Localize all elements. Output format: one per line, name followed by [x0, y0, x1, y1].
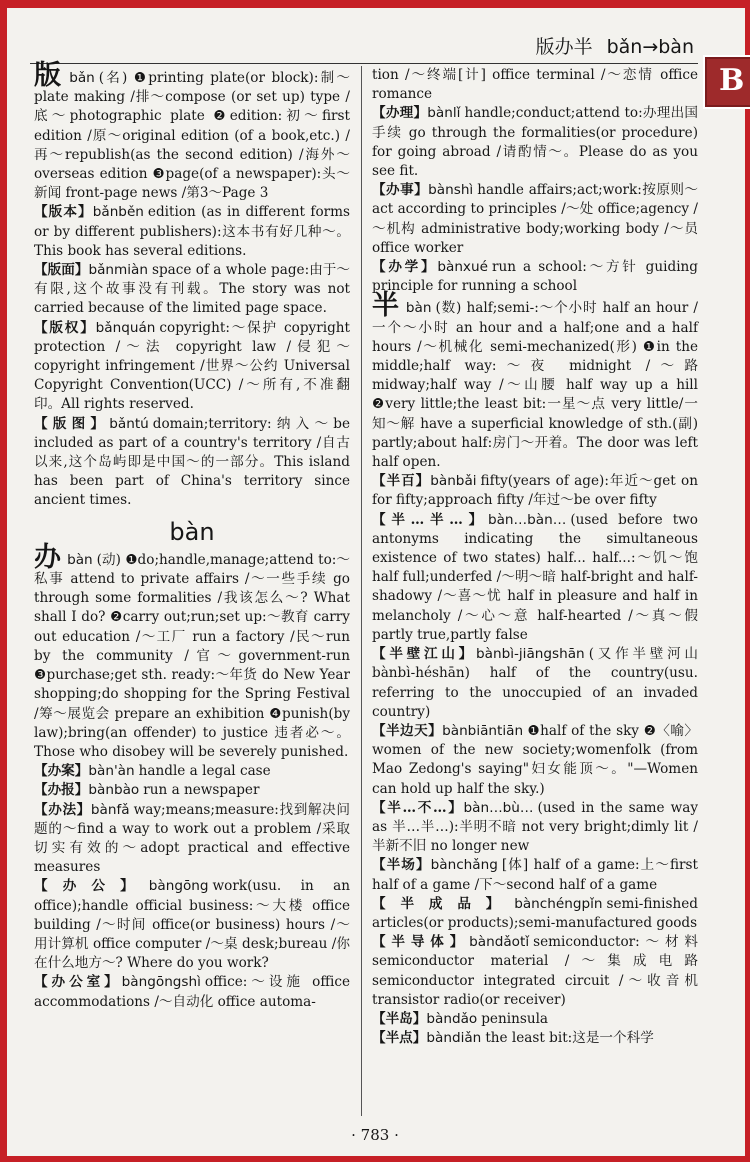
entry-definition: [体] half of a game:上～first half of a game /下～second half of a game [372, 857, 698, 893]
entry-pinyin: bànfǎ [90, 801, 130, 818]
entry-definition: office:～设施 office accommodations /～自动化 office automa- [34, 974, 350, 1010]
compound-word: 【半…不…】 [372, 799, 464, 816]
entry-definition: run a school:～方针 guiding principle for running a school [372, 259, 698, 295]
compound-word: 【版权】 [34, 319, 96, 336]
entry-definition: handle a legal case [138, 763, 271, 780]
entry-pinyin: bàndiǎn [426, 1030, 482, 1047]
compound-entry [372, 104, 698, 181]
compound-word: 【办理】 [372, 105, 428, 122]
page-frame-right [745, 0, 750, 1162]
entry-definition: (used before two antonyms indicating the simultaneous existence of two states) half... half...:～饥～饱 half full;underfed /～明～暗 half-bright and half-shadowy /～喜～忧 half in pleasure and half in melancholy /～心～意 half-hearted /～真～假 partly true,partly false [372, 511, 698, 643]
entry-definition: (名) ❶printing plate(or block):制～plate making /排～compose (or set up) type /底～photographic plate ❷edition:初～first edition /原～original edition (of a book,etc.) /再～republish(as the second edition) /海外～overseas edition ❸page(of a newspaper):头～新闻 front-page news /第3～Page 3 [34, 70, 350, 202]
entry-definition: (used in the same way as 半…半…):半明不暗 not very bright;dimly lit /半新不旧 no longer new [372, 799, 699, 855]
entry-definition: (动) ❶do;handle,manage;attend to:～私事 attend to private affairs /～一些手续 go through some formalities /我该怎么～? What shall I do? ❷carry out;run;set up:～教育 carry out education /～工厂 run a factory /民～run by the community /官～government-run ❸purchase;get sth. ready:～年货 do New Year shopping;do shopping for the Spring Festival /筹～展览会 prepare an exhibition ❹punish(by law);bring(an offender) to justice 违者必～。Those who disobey will be severely punished. [34, 551, 351, 760]
compound-word: 【半场】 [372, 857, 431, 874]
entry-pinyin: bǎnmiàn [88, 262, 148, 279]
compound-entry [34, 801, 350, 878]
page-frame-bottom [0, 1156, 750, 1162]
entry-definition: work(usu. in an office);handle official business:～大楼 office building /～时间 office(or business) hours /～用计算机 office computer /～桌 desk;bureau /你在什么地方～? Where do you work? [34, 878, 350, 972]
compound-entry [34, 261, 350, 319]
entry-pinyin: bǎnběn [92, 204, 144, 221]
entry-definition: (又作半壁河山 bànbì-héshān) half of the country(usu. referring to the unoccupied of an invaded country) [372, 646, 698, 720]
compound-word: 【半…半…】 [372, 511, 488, 528]
running-head-chinese: 版办半 [535, 36, 593, 58]
entry-pinyin: bàn…bàn… [487, 511, 567, 528]
entry-definition: run a newspaper [143, 782, 260, 799]
entry-definition: copyright:～保护 copyright protection /～法 copyright law /侵犯～copyright infringement /世界～公约 Universal Copyright Convention(UCC) /～所有,不准翻印。All rights reserved. [34, 319, 351, 413]
entry-pinyin: bànbǎi [430, 473, 477, 490]
compound-word: 【办公】 [34, 878, 149, 895]
header-rule [30, 63, 698, 64]
compound-entry [372, 895, 698, 933]
compound-word: 【版面】 [34, 262, 89, 279]
compound-entry [34, 973, 350, 1011]
compound-word: 【版图】 [34, 415, 110, 432]
section-heading: bàn [169, 517, 215, 546]
compound-entry [372, 472, 698, 510]
entry-definition: semiconductor:～材料 semiconductor material /～集成电路 semiconductor integrated circuit /～收音机 transistor radio(or receiver) [372, 934, 698, 1008]
compound-word: 【半边天】 [372, 722, 443, 739]
entry-pinyin: bàndǎo [426, 1010, 478, 1027]
compound-entry [372, 799, 698, 857]
compound-entry [372, 645, 698, 722]
entry-definition: peninsula [481, 1010, 549, 1027]
compound-word: 【半百】 [372, 473, 431, 490]
left-column [34, 60, 351, 1012]
entry-definition: space of a whole page:由于～有限,这个故事没有刊载。The story was not carried because of the limited page space. [34, 262, 350, 317]
compound-entry [372, 181, 698, 258]
entry-definition: ❶half of the sky ❷〈喻〉women of the new society;womenfolk (from Mao Zedong's saying"妇女能顶～。"—Women can hold up half the sky.) [372, 722, 698, 797]
entry-pinyin: bànlǐ [427, 105, 461, 122]
compound-word: 【办学】 [372, 259, 438, 276]
headword-entry [34, 541, 351, 762]
compound-word: 【办事】 [372, 182, 429, 199]
entry-pinyin: bàngōngshì [121, 974, 201, 991]
entry-pinyin: bànchéngpǐn [514, 895, 603, 912]
entry-pinyin: bànbì-jiāngshān [476, 646, 585, 663]
compound-entry [34, 762, 350, 781]
entry-pinyin: bàn'àn [88, 763, 135, 780]
entry-definition: semi-finished articles(or products);semi-manufactured goods [372, 895, 698, 931]
compound-entry [372, 856, 698, 894]
entry-pinyin: bǎnquán [95, 319, 156, 336]
compound-entry [34, 415, 350, 511]
entry-pinyin: bànchǎng [430, 857, 498, 874]
entry-definition: way;means;measure:找到解决问题的～find a way to work out a problem /采取切实有效的～adopt practical and effective measures [34, 801, 351, 876]
entry-definition: the least bit:这是一个科学 [485, 1030, 654, 1047]
compound-entry [34, 203, 350, 261]
thumb-index-letter: B [719, 63, 745, 98]
compound-entry [372, 1010, 698, 1029]
entry-pinyin: bànshì [428, 182, 474, 199]
headword-entry [34, 60, 350, 203]
entry-pinyin: bàn [67, 551, 93, 568]
entry-pinyin: bàngōng [148, 878, 209, 895]
page-frame-left [0, 0, 7, 1162]
compound-word: 【半成品】 [372, 895, 515, 912]
page-frame-top [0, 0, 750, 8]
headword-char: 版 [34, 60, 64, 91]
entry-definition: edition (as in different forms or by different publishers):这本书有好几种～。This book has several editions. [34, 204, 350, 259]
compound-entry [372, 511, 698, 645]
compound-word: 【办案】 [34, 763, 89, 780]
running-head-pinyin: bǎn→bàn [606, 36, 694, 58]
compound-entry [34, 319, 350, 415]
headword-char: 办 [34, 541, 62, 573]
compound-word: 【半点】 [372, 1030, 427, 1047]
entry-pinyin: bàn [405, 300, 432, 317]
headword-char: 半 [372, 290, 400, 322]
headword-entry [372, 290, 698, 472]
thumb-index-tab[interactable] [703, 55, 750, 109]
page-number: · 783 · [351, 1126, 399, 1144]
compound-word: 【半壁江山】 [372, 646, 477, 663]
entry-definition: handle affairs;act;work:按原则～act according to principles /～处 office;agency /～机构 administrative body;working body /～员 office worker [372, 182, 699, 256]
compound-entry [372, 258, 698, 296]
entry-pinyin: bànbiāntiān [442, 722, 524, 739]
compound-word: 【版本】 [34, 204, 93, 221]
compound-entry [372, 722, 698, 799]
running-header [30, 28, 698, 64]
entry-definition: tion /～终端[计] office terminal /～恋情 office romance [372, 67, 698, 103]
compound-word: 【办公室】 [34, 974, 122, 991]
column-divider [361, 66, 362, 1116]
entry-definition: domain;territory:纳入～be included as part of a country's territory /自古以来,这个岛屿即是中国～的一部分。This island has been part of China's territory since ancient times. [34, 415, 350, 509]
entry-definition: (数) half;semi-:～个小时 half an hour /一个～小时 an hour and a half;one and a half hours /～机械化 semi-mechanized(形) ❶in the middle;half way:～夜 midnight /～路 midway;half way /～山腰 half way up a hill ❷very little;the least bit:一星～点 very little/一知～解 have a superficial knowledge of sth.(副) partly;about half:房门～开着。The door was left half open. [372, 300, 698, 471]
entry-definition: fifty(years of age):年近～get on for fifty;approach fifty /年过～be over fifty [372, 473, 698, 509]
entry-pinyin: bǎn [69, 70, 95, 86]
entry-pinyin: bǎntú [109, 415, 149, 432]
entry-continuation [372, 66, 698, 104]
entry-pinyin: bànxué [437, 259, 488, 276]
entry-pinyin: bàndǎotǐ [469, 934, 530, 951]
running-head-text [536, 32, 694, 59]
compound-word: 【半导体】 [372, 934, 470, 951]
entry-pinyin: bàn…bù… [463, 799, 534, 816]
compound-entry [372, 1029, 698, 1048]
compound-entry [34, 781, 350, 800]
compound-word: 【办法】 [34, 801, 91, 818]
right-column [372, 66, 698, 1048]
compound-word: 【半岛】 [372, 1010, 427, 1027]
entry-pinyin: bànbào [88, 782, 140, 799]
compound-entry [34, 877, 350, 973]
compound-word: 【办报】 [34, 782, 89, 799]
entry-definition: handle;conduct;attend to:办理出国手续 go through the formalities(or procedure) for going abroad /请酌情～。Please do as you see fit. [372, 105, 698, 180]
compound-entry [372, 933, 698, 1010]
